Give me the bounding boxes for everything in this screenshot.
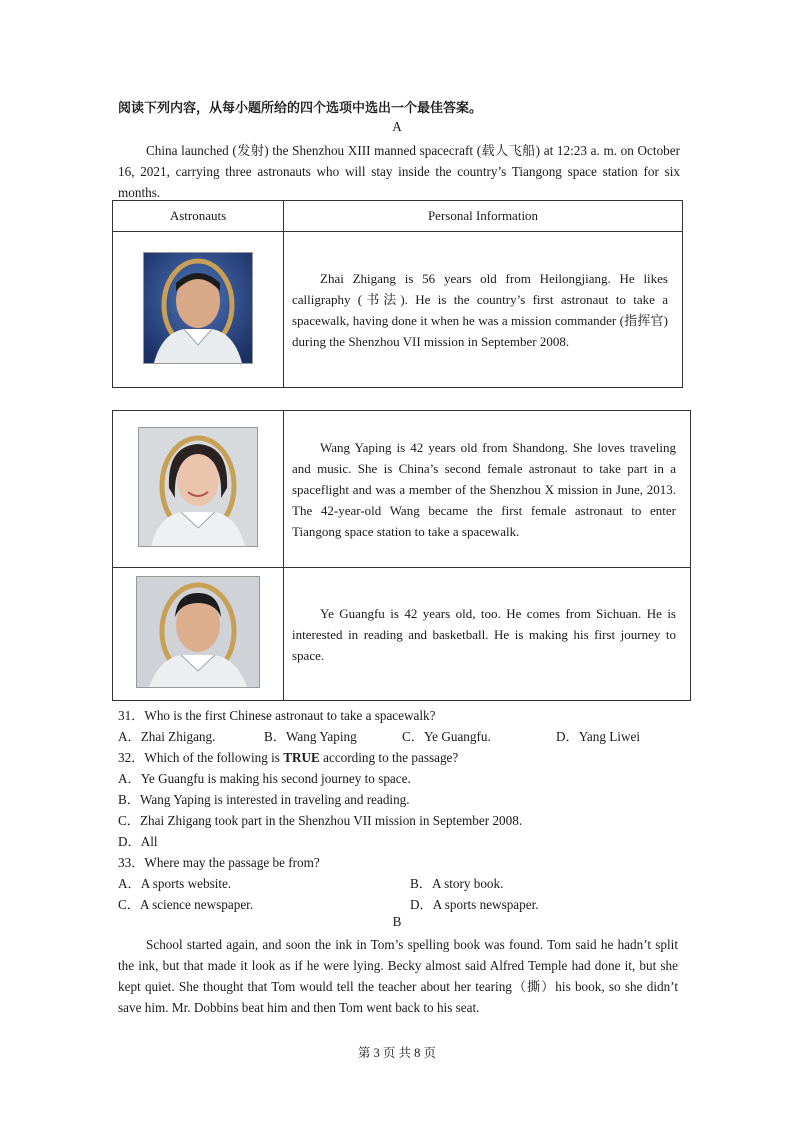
q32-option-a[interactable]: A．Ye Guangfu is making his second journey to space.	[118, 771, 411, 786]
astronaut-photo-wang	[138, 427, 258, 547]
q32-stem-bold: TRUE	[283, 750, 320, 765]
table-row	[113, 568, 691, 701]
section-b-letter: B	[392, 914, 402, 929]
q31-option-a[interactable]: A．Zhai Zhigang.	[118, 729, 216, 744]
q32-option-d[interactable]: D．All	[118, 834, 158, 849]
q32-option-b[interactable]: B．Wang Yaping is interested in traveling and reading.	[118, 792, 410, 807]
photo-cell	[113, 411, 284, 568]
info-cell	[284, 232, 683, 388]
astronaut-photo-ye	[136, 576, 260, 688]
q33-option-b[interactable]: B．A story book.	[410, 876, 504, 891]
info-ye: Ye Guangfu is 42 years old, too. He comes from Sichuan. He is interested in reading and basketball. He is making his first journey to space.	[292, 605, 676, 663]
header-personal-information: Personal Information	[284, 201, 683, 232]
q31-option-b[interactable]: B．Wang Yaping	[264, 729, 357, 744]
q32-stem-post: according to the passage?	[319, 750, 459, 765]
q33-option-c[interactable]: C．A science newspaper.	[118, 897, 254, 912]
photo-cell	[113, 568, 284, 701]
q32-stem-pre: 32．Which of the following is	[118, 750, 284, 765]
table-header-row	[113, 201, 683, 232]
page-footer: 第 3 页 共 8 页	[357, 1046, 437, 1060]
info-wang: Wang Yaping is 42 years old from Shandong. She loves traveling and music. She is China’s second female astronaut to take part in a spaceflight and was a member of the Shenzhou X mission in June, 2013. The 42-year-old Wang became the first female astronaut to enter Tiangong space station to take a spacewalk.	[292, 439, 676, 539]
question-31: 31．Who is the first Chinese astronaut to take a spacewalk?	[118, 708, 436, 723]
section-a-intro-text: China launched (发射) the Shenzhou XIII manned spacecraft (载人飞船) at 12:23 a. m. on October 16, 2021, carrying three astronauts who will stay inside the country’s Tiangong space station for six months.	[118, 143, 680, 200]
info-cell	[284, 568, 691, 701]
table-row	[113, 232, 683, 388]
astronaut-table-2	[112, 410, 691, 701]
q31-option-d[interactable]: D．Yang Liwei	[556, 729, 641, 744]
question-33: 33．Where may the passage be from?	[118, 855, 320, 870]
q32-option-c[interactable]: C．Zhai Zhigang took part in the Shenzhou VII mission in September 2008.	[118, 813, 523, 828]
header-astronauts: Astronauts	[113, 201, 284, 232]
question-32	[118, 747, 458, 768]
section-b-passage	[118, 934, 678, 1018]
section-b-text: School started again, and soon the ink in Tom’s spelling book was found. Tom said he hadn’t split the ink, but that made it look as if he were lying. Becky almost said Alfred Temple had done it, but she kept quiet. She thought that Tom would tell the teacher about her tearing（撕）his book, so she didn’t save him. Mr. Dobbins beat him and then Tom went back to his seat.	[118, 937, 678, 1015]
photo-cell	[113, 232, 284, 388]
table-row	[113, 411, 691, 568]
instruction: 阅读下列内容，从每小题所给的四个选项中选出一个最佳答案。	[118, 101, 483, 116]
section-a-intro	[118, 140, 680, 203]
astronaut-photo-zhai	[143, 252, 253, 364]
info-cell	[284, 411, 691, 568]
section-a-letter: A	[392, 119, 402, 134]
q31-option-c[interactable]: C．Ye Guangfu.	[402, 729, 491, 744]
info-zhai: Zhai Zhigang is 56 years old from Heilongjiang. He likes calligraphy (书法). He is the country’s first astronaut to take a spacewalk, having done it when he was a mission commander (指挥官) during the Shenzhou VII mission in September 2008.	[292, 270, 668, 349]
astronaut-table-1	[112, 200, 683, 388]
q33-option-d[interactable]: D．A sports newspaper.	[410, 897, 539, 912]
q33-option-a[interactable]: A．A sports website.	[118, 876, 232, 891]
